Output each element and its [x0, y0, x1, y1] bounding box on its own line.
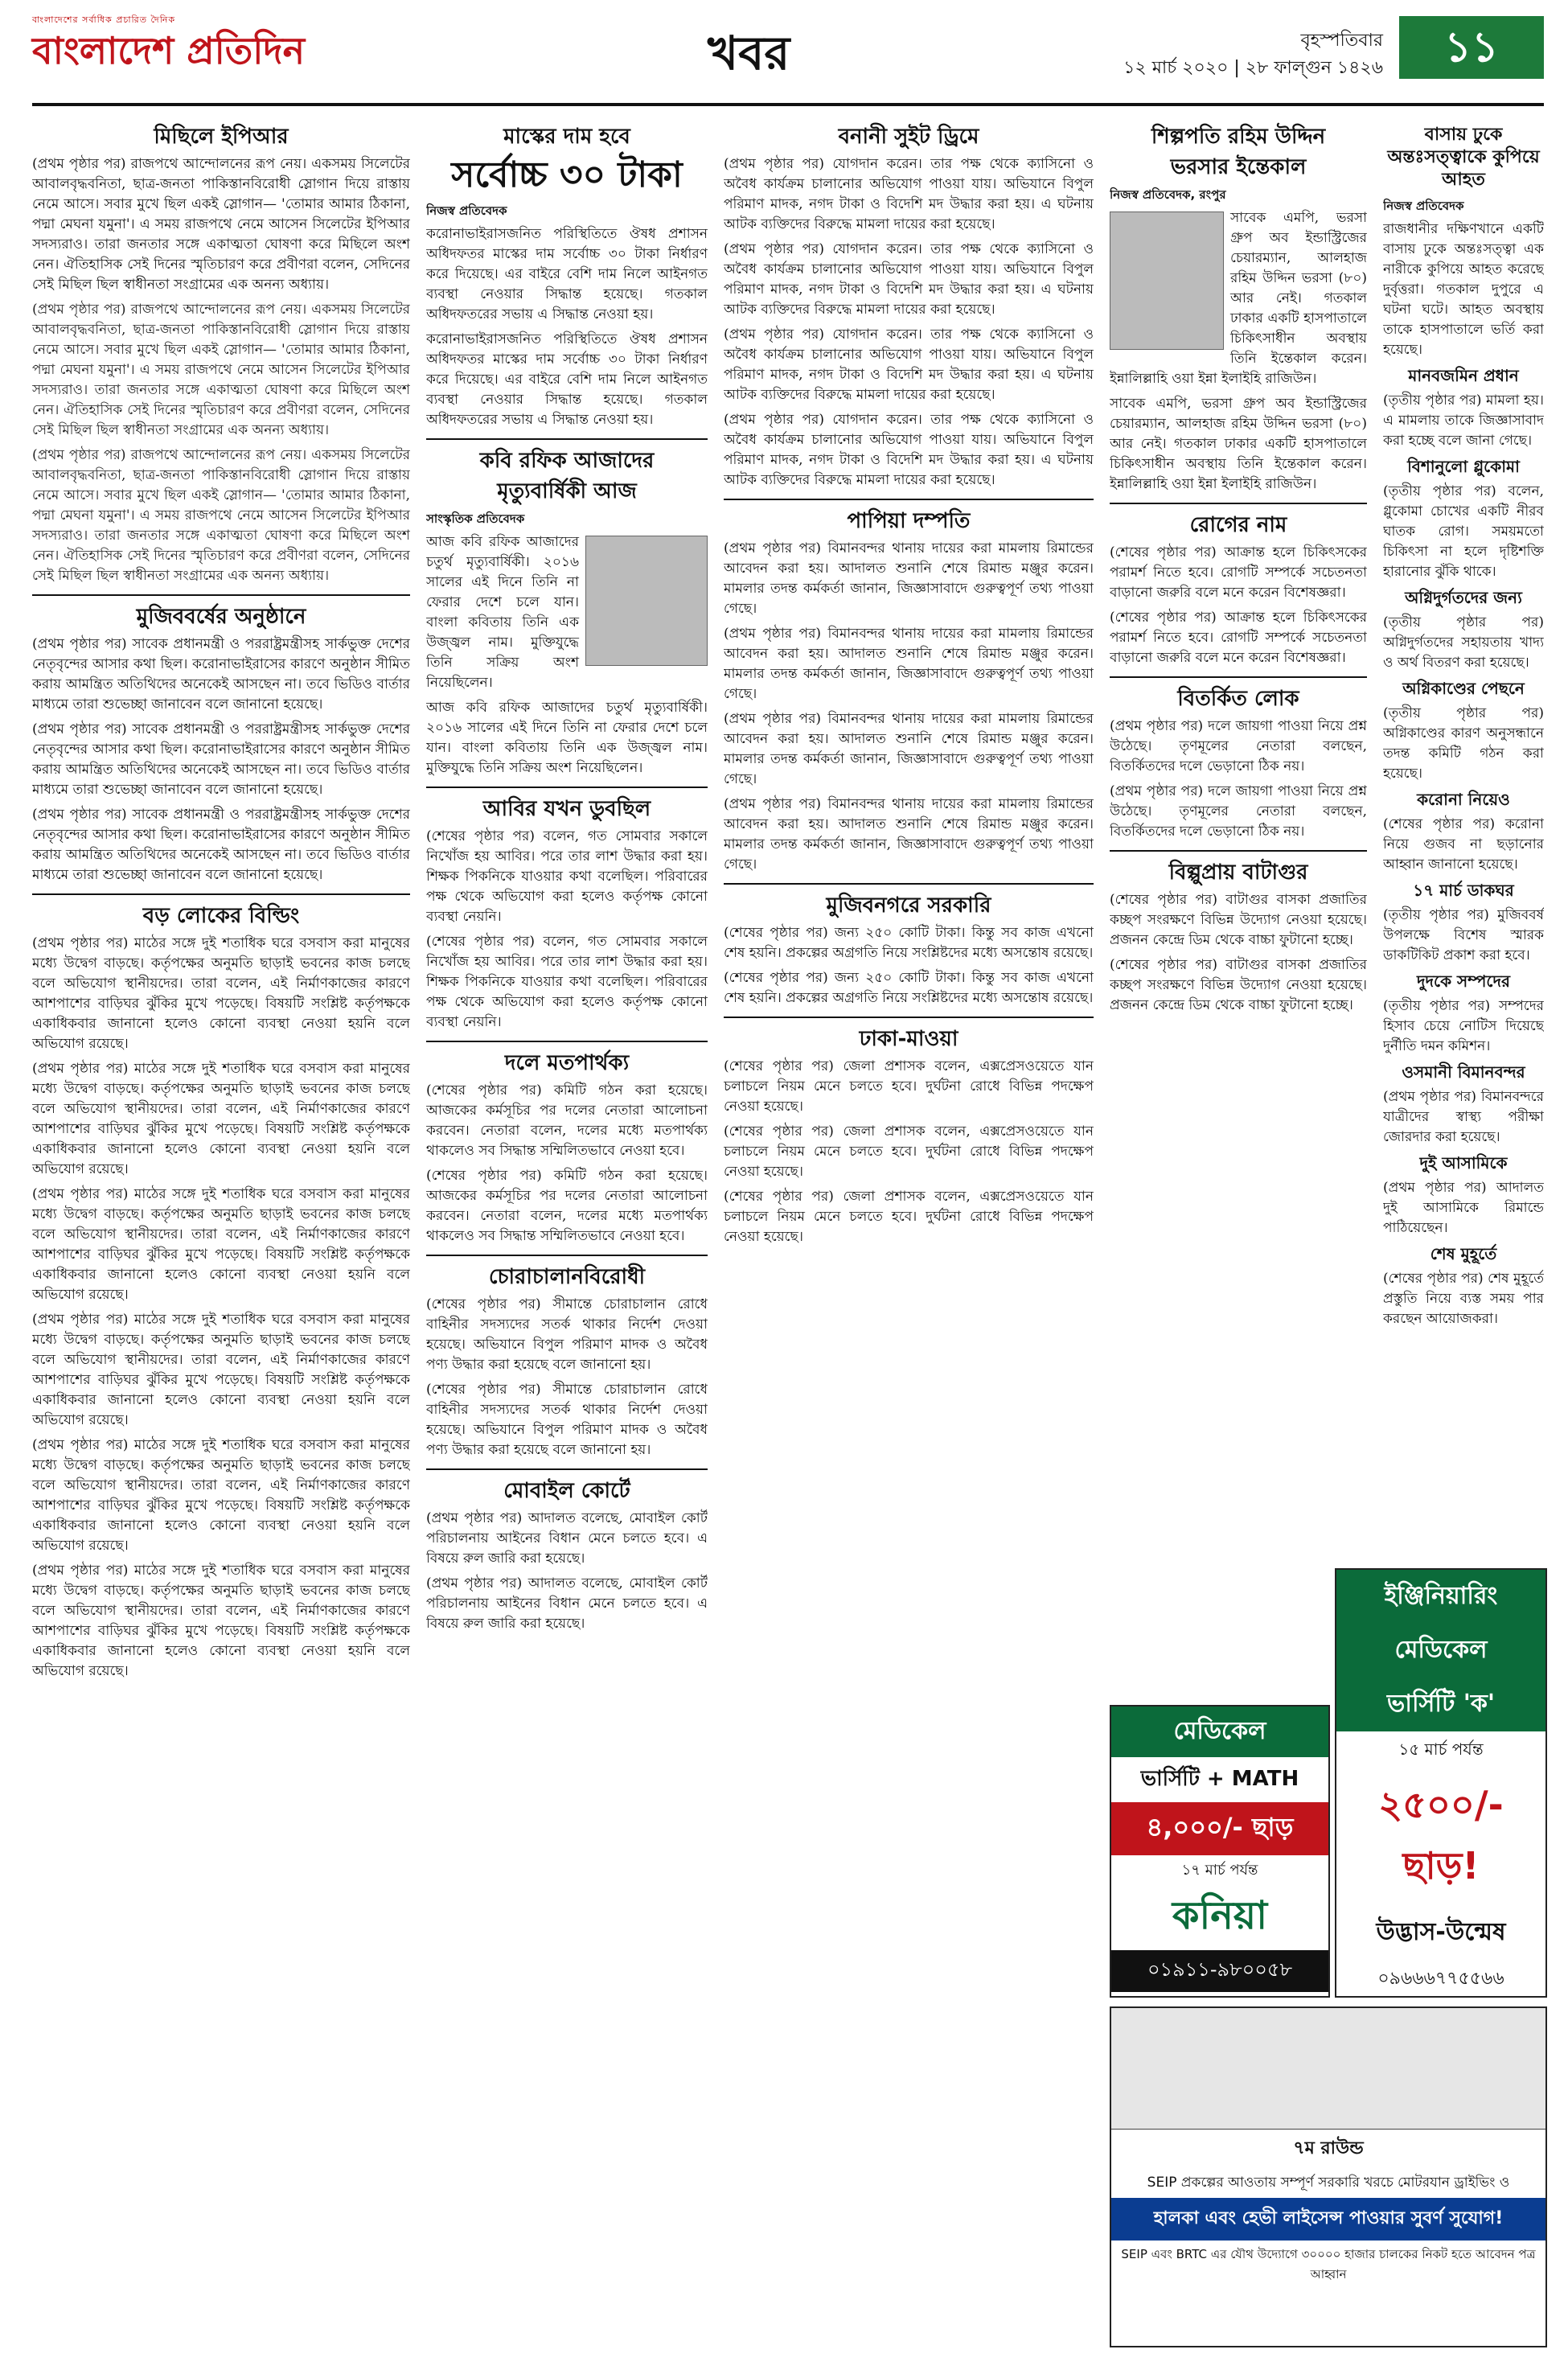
article-body: (তৃতীয় পৃষ্ঠার পর) বলেন, গ্লুকোমা চোখের একটি নীরব ঘাতক রোগ। সময়মতো চিকিৎসা না হলে দৃষ্টিশক্তি হারানোর ঝুঁকি থাকে। [1383, 483, 1544, 580]
article-body: (প্রথম পৃষ্ঠার পর) মাঠের সঙ্গে দুই শতাধিক ঘরে বসবাস করা মানুষের মধ্যে উদ্বেগ বাড়ছে। কর্তৃপক্ষের অনুমতি ছাড়াই ভবনের কাজ চলছে বলে অভিযোগ স্থানীয়দের। তারা বলেন, এই নির্মাণকাজের কারণে আশপাশের বাড়িঘর ঝুঁকির মুখে পড়েছে। বিষয়টি সংশ্লিষ্ট কর্তৃপক্ষকে একাধিকবার জানানো হলেও কোনো ব্যবস্থা নেওয়া হয়নি বলে অভিযোগ রয়েছে। [32, 1563, 410, 1679]
article-body: (প্রথম পৃষ্ঠার পর) সাবেক প্রধানমন্ত্রী ও পররাষ্ট্রমন্ত্রীসহ সার্কভুক্ত দেশের নেতৃবৃন্দের আসার কথা ছিল। করোনাভাইরাসের কারণে অনুষ্ঠান সীমিত করায় আমন্ত্রিত অতিথিদের অনেকেই আসছেন না। তবে ভিডিও বার্তার মাধ্যমে তারা শুভেচ্ছা জানাবেন বলে জানানো হয়েছে। [32, 807, 410, 883]
divider [426, 438, 708, 440]
article-body: (তৃতীয় পৃষ্ঠার পর) মামলা হয়। এ মামলায় তাকে জিজ্ঞাসাবাদ করা হচ্ছে বলে জানা গেছে। [1383, 392, 1544, 449]
article-body: (প্রথম পৃষ্ঠার পর) বিমানবন্দর থানায় দায়ের করা মামলায় রিমান্ডের আবেদন করা হয়। আদালত শুনানি শেষে রিমান্ড মঞ্জুর করেন। মামলার তদন্ত কর্মকর্তা জানান, জিজ্ঞাসাবাদে গুরুত্বপূর্ণ তথ্য পাওয়া গেছে। [724, 711, 1094, 787]
article-body: (তৃতীয় পৃষ্ঠার পর) অগ্নিকাণ্ডের কারণ অনুসন্ধানে তদন্ত কমিটি গঠন করা হয়েছে। [1383, 705, 1544, 782]
divider [724, 1017, 1094, 1018]
headline: দুদকে সম্পদের [1417, 971, 1510, 991]
ad1-line3: ৪,০০০/- ছাড় [1111, 1802, 1328, 1855]
article-body: (শেষের পৃষ্ঠার পর) বলেন, গত সোমবার সকালে নিখোঁজ হয় আবির। পরে তার লাশ উদ্ধার করা হয়। শিক্ষক পিকনিকে যাওয়ার কথা বলেছিল। পরিবারের পক্ষ থেকে অভিযোগ করা হলেও কর্তৃপক্ষ কোনো ব্যবস্থা নেয়নি। [426, 934, 708, 1030]
article-body: (তৃতীয় পৃষ্ঠার পর) অগ্নিদুর্গতদের সহায়তায় খাদ্য ও অর্থ বিতরণ করা হয়েছে। [1383, 614, 1544, 671]
column-2 [426, 121, 708, 2356]
article-body: (প্রথম পৃষ্ঠার পর) আদালত বলেছে, মোবাইল কোর্ট পরিচালনায় আইনের বিধান মেনে চলতে হবে। এ বিষয়ে রুল জারি করা হয়েছে। [426, 1510, 708, 1567]
article-body: (প্রথম পৃষ্ঠার পর) যোগদান করেন। তার পক্ষ থেকে ক্যাসিনো ও অবৈধ কার্যক্রম চালানোর অভিযোগ পাওয়া যায়। অভিযানে বিপুল পরিমাণ মাদক, নগদ টাকা ও বিদেশি মদ উদ্ধার করা হয়। এ ঘটনায় আটক ব্যক্তিদের বিরুদ্ধে মামলা দায়ের করা হয়েছে। [724, 327, 1094, 403]
seip-round: ৭ম রাউন্ড [1293, 2138, 1364, 2158]
article-body: (শেষের পৃষ্ঠার পর) জন্য ২৫০ কোটি টাকা। কিন্তু সব কাজ এখনো শেষ হয়নি। প্রকল্পের অগ্রগতি নিয়ে সংশ্লিষ্টদের মধ্যে অসন্তোষ রয়েছে। [724, 970, 1094, 1006]
article-body: (প্রথম পৃষ্ঠার পর) দলে জায়গা পাওয়া নিয়ে প্রশ্ন উঠেছে। তৃণমূলের নেতারা বলছেন, বিতর্কিতদের দলে ভেড়ানো ঠিক নয়। [1110, 718, 1367, 774]
headline: শিল্পপতি রহিম উদ্দিন [1151, 125, 1326, 149]
seip-line4: SEIP এবং BRTC এর যৌথ উদ্যোগে ৩০০০০ হাজার চালকের নিকট হতে আবেদন পত্র আহ্বান [1121, 2247, 1536, 2282]
seip-ad [1110, 2006, 1547, 2347]
headline: বনানী সুইট ড্রিমে [838, 125, 979, 149]
article-body: (প্রথম পৃষ্ঠার পর) সাবেক প্রধানমন্ত্রী ও পররাষ্ট্রমন্ত্রীসহ সার্কভুক্ত দেশের নেতৃবৃন্দের আসার কথা ছিল। করোনাভাইরাসের কারণে অনুষ্ঠান সীমিত করায় আমন্ত্রিত অতিথিদের অনেকেই আসছেন না। তবে ভিডিও বার্তার মাধ্যমে তারা শুভেচ্ছা জানাবেন বলে জানানো হয়েছে। [32, 636, 410, 713]
divider [426, 1468, 708, 1470]
headline: রোগের নাম [1189, 513, 1287, 537]
article-body: (প্রথম পৃষ্ঠার পর) যোগদান করেন। তার পক্ষ থেকে ক্যাসিনো ও অবৈধ কার্যক্রম চালানোর অভিযোগ পাওয়া যায়। অভিযানে বিপুল পরিমাণ মাদক, নগদ টাকা ও বিদেশি মদ উদ্ধার করা হয়। এ ঘটনায় আটক ব্যক্তিদের বিরুদ্ধে মামলা দায়ের করা হয়েছে। [724, 241, 1094, 318]
date-block [1118, 27, 1383, 82]
article-body: সাবেক এমপি, ভরসা গ্রুপ অব ইন্ডাস্ট্রিজের চেয়ারম্যান, আলহাজ রহিম উদ্দিন ভরসা (৮০) আর নেই। গতকাল ঢাকার একটি হাসপাতালে চিকিৎসাধীন অবস্থায় তিনি ইন্তেকাল করেন। ইন্নালিল্লাহি ওয়া ইন্না ইলাইহি রাজিউন। [1110, 396, 1367, 492]
article-body: (প্রথম পৃষ্ঠার পর) রাজপথে আন্দোলনের রূপ নেয়। একসময় সিলেটের আবালবৃদ্ধবনিতা, ছাত্র-জনতা পাকিস্তানবিরোধী স্লোগান দিয়ে রাস্তায় নেমে আসে। সবার মুখে ছিল একই স্লোগান— 'তোমার আমার ঠিকানা, পদ্মা মেঘনা যমুনা'। এ সময় রাজপথে নেমে আসেন সিলেটের ইপিআর সদস্যরাও। তারা জনতার সঙ্গে একাত্মতা ঘোষণা করে মিছিলে অংশ নেন। ঐতিহাসিক সেই দিনের স্মৃতিচারণ করে প্রবীণরা বলেন, সেদিনের সেই মিছিল ছিল স্বাধীনতা সংগ্রামের এক অনন্য অধ্যায়। [32, 302, 410, 438]
article-body: (শেষের পৃষ্ঠার পর) বাটাগুর বাসকা প্রজাতির কচ্ছপ সংরক্ষণে বিভিন্ন উদ্যোগ নেওয়া হয়েছে। প্রজনন কেন্দ্রে ডিম থেকে বাচ্চা ফুটানো হচ্ছে। [1110, 892, 1367, 948]
ad1-line4: ১৭ মার্চ পর্যন্ত [1181, 1862, 1258, 1879]
article-body: (প্রথম পৃষ্ঠার পর) মাঠের সঙ্গে দুই শতাধিক ঘরে বসবাস করা মানুষের মধ্যে উদ্বেগ বাড়ছে। কর্তৃপক্ষের অনুমতি ছাড়াই ভবনের কাজ চলছে বলে অভিযোগ স্থানীয়দের। তারা বলেন, এই নির্মাণকাজের কারণে আশপাশের বাড়িঘর ঝুঁকির মুখে পড়েছে। বিষয়টি সংশ্লিষ্ট কর্তৃপক্ষকে একাধিকবার জানানো হলেও কোনো ব্যবস্থা নেওয়া হয়নি বলে অভিযোগ রয়েছে। [32, 1312, 410, 1428]
headline: মোবাইল কোর্টে [503, 1479, 630, 1503]
article-body: (প্রথম পৃষ্ঠার পর) যোগদান করেন। তার পক্ষ থেকে ক্যাসিনো ও অবৈধ কার্যক্রম চালানোর অভিযোগ পাওয়া যায়। অভিযানে বিপুল পরিমাণ মাদক, নগদ টাকা ও বিদেশি মদ উদ্ধার করা হয়। এ ঘটনায় আটক ব্যক্তিদের বিরুদ্ধে মামলা দায়ের করা হয়েছে। [724, 156, 1094, 232]
headline: করোনা নিয়েও [1417, 790, 1510, 809]
article-body: (প্রথম পৃষ্ঠার পর) দলে জায়গা পাওয়া নিয়ে প্রশ্ন উঠেছে। তৃণমূলের নেতারা বলছেন, বিতর্কিতদের দলে ভেড়ানো ঠিক নয়। [1110, 783, 1367, 840]
headline: মুজিববর্ষের অনুষ্ঠানে [136, 605, 306, 629]
article-body: (প্রথম পৃষ্ঠার পর) বিমানবন্দর থানায় দায়ের করা মামলায় রিমান্ডের আবেদন করা হয়। আদালত শুনানি শেষে রিমান্ড মঞ্জুর করেন। মামলার তদন্ত কর্মকর্তা জানান, জিজ্ঞাসাবাদে গুরুত্বপূর্ণ তথ্য পাওয়া গেছে। [724, 796, 1094, 873]
divider [32, 594, 410, 596]
headline: মিছিলে ইপিআর [154, 125, 289, 149]
headline: বিশানুলো গ্লুকোমা [1407, 457, 1520, 476]
headline: ওসমানী বিমানবন্দর [1402, 1062, 1525, 1082]
article-body: (প্রথম পৃষ্ঠার পর) যোগদান করেন। তার পক্ষ থেকে ক্যাসিনো ও অবৈধ কার্যক্রম চালানোর অভিযোগ পাওয়া যায়। অভিযানে বিপুল পরিমাণ মাদক, নগদ টাকা ও বিদেশি মদ উদ্ধার করা হয়। এ ঘটনায় আটক ব্যক্তিদের বিরুদ্ধে মামলা দায়ের করা হয়েছে। [724, 412, 1094, 488]
article-body: (প্রথম পৃষ্ঠার পর) আদালত বলেছে, মোবাইল কোর্ট পরিচালনায় আইনের বিধান মেনে চলতে হবে। এ বিষয়ে রুল জারি করা হয়েছে। [426, 1575, 708, 1632]
article-body: (তৃতীয় পৃষ্ঠার পর) সম্পদের হিসাব চেয়ে নোটিস দিয়েছে দুর্নীতি দমন কমিশন। [1383, 998, 1544, 1054]
article-body: (প্রথম পৃষ্ঠার পর) মাঠের সঙ্গে দুই শতাধিক ঘরে বসবাস করা মানুষের মধ্যে উদ্বেগ বাড়ছে। কর্তৃপক্ষের অনুমতি ছাড়াই ভবনের কাজ চলছে বলে অভিযোগ স্থানীয়দের। তারা বলেন, এই নির্মাণকাজের কারণে আশপাশের বাড়িঘর ঝুঁকির মুখে পড়েছে। বিষয়টি সংশ্লিষ্ট কর্তৃপক্ষকে একাধিকবার জানানো হলেও কোনো ব্যবস্থা নেওয়া হয়নি বলে অভিযোগ রয়েছে। [32, 1437, 410, 1554]
article-body: (প্রথম পৃষ্ঠার পর) সাবেক প্রধানমন্ত্রী ও পররাষ্ট্রমন্ত্রীসহ সার্কভুক্ত দেশের নেতৃবৃন্দের আসার কথা ছিল। করোনাভাইরাসের কারণে অনুষ্ঠান সীমিত করায় আমন্ত্রিত অতিথিদের অনেকেই আসছেন না। তবে ভিডিও বার্তার মাধ্যমে তারা শুভেচ্ছা জানাবেন বলে জানানো হয়েছে। [32, 721, 410, 798]
article-body: (শেষের পৃষ্ঠার পর) সীমান্তে চোরাচালান রোধে বাহিনীর সদস্যদের সতর্ক থাকার নির্দেশ দেওয়া হয়েছে। অভিযানে বিপুল পরিমাণ মাদক ও অবৈধ পণ্য উদ্ধার করা হয়েছে বলে জানানো হয়। [426, 1382, 708, 1458]
headline: বড় লোকের বিল্ডিং [142, 904, 300, 928]
divider [426, 1041, 708, 1042]
weekday: বৃহস্পতিবার [1300, 31, 1383, 51]
ad2-line1: ইঞ্জিনিয়ারিং [1336, 1570, 1545, 1624]
masthead-logo [32, 13, 370, 101]
article-body: (প্রথম পৃষ্ঠার পর) মাঠের সঙ্গে দুই শতাধিক ঘরে বসবাস করা মানুষের মধ্যে উদ্বেগ বাড়ছে। কর্তৃপক্ষের অনুমতি ছাড়াই ভবনের কাজ চলছে বলে অভিযোগ স্থানীয়দের। তারা বলেন, এই নির্মাণকাজের কারণে আশপাশের বাড়িঘর ঝুঁকির মুখে পড়েছে। বিষয়টি সংশ্লিষ্ট কর্তৃপক্ষকে একাধিকবার জানানো হলেও কোনো ব্যবস্থা নেওয়া হয়নি বলে অভিযোগ রয়েছে। [32, 1061, 410, 1177]
divider [1110, 503, 1367, 504]
article-body: (প্রথম পৃষ্ঠার পর) রাজপথে আন্দোলনের রূপ নেয়। একসময় সিলেটের আবালবৃদ্ধবনিতা, ছাত্র-জনতা পাকিস্তানবিরোধী স্লোগান দিয়ে রাস্তায় নেমে আসে। সবার মুখে ছিল একই স্লোগান— 'তোমার আমার ঠিকানা, পদ্মা মেঘনা যমুনা'। এ সময় রাজপথে নেমে আসেন সিলেটের ইপিআর সদস্যরাও। তারা জনতার সঙ্গে একাত্মতা ঘোষণা করে মিছিলে অংশ নেন। ঐতিহাসিক সেই দিনের স্মৃতিচারণ করে প্রবীণরা বলেন, সেদিনের সেই মিছিল ছিল স্বাধীনতা সংগ্রামের এক অনন্য অধ্যায়। [32, 156, 410, 293]
ad2-line2: মেডিকেল [1336, 1624, 1545, 1678]
article-body: (শেষের পৃষ্ঠার পর) করোনা নিয়ে গুজব না ছড়ানোর আহ্বান জানানো হয়েছে। [1383, 816, 1544, 873]
byline: নিজস্ব প্রতিবেদক, রংপুর [1110, 187, 1226, 202]
headline: বাসায় ঢুকে অন্তঃসত্ত্বাকে কুপিয়ে আহত [1387, 125, 1540, 190]
article-body: (শেষের পৃষ্ঠার পর) বলেন, গত সোমবার সকালে নিখোঁজ হয় আবির। পরে তার লাশ উদ্ধার করা হয়। শিক্ষক পিকনিকে যাওয়ার কথা বলেছিল। পরিবারের পক্ষ থেকে অভিযোগ করা হলেও কর্তৃপক্ষ কোনো ব্যবস্থা নেয়নি। [426, 828, 708, 925]
ad1-brand: কনিয়া [1172, 1893, 1268, 1938]
article-body: (শেষের পৃষ্ঠার পর) জন্য ২৫০ কোটি টাকা। কিন্তু সব কাজ এখনো শেষ হয়নি। প্রকল্পের অগ্রগতি নিয়ে সংশ্লিষ্টদের মধ্যে অসন্তোষ রয়েছে। [724, 925, 1094, 961]
article-body: (প্রথম পৃষ্ঠার পর) বিমানবন্দরে যাত্রীদের স্বাস্থ্য পরীক্ষা জোরদার করা হয়েছে। [1383, 1089, 1544, 1145]
headline: মাস্কের দাম হবে [503, 125, 630, 149]
headline: সর্বোচ্চ ৩০ টাকা [451, 154, 683, 195]
bus-image [1111, 2008, 1545, 2130]
headline: চোরাচালানবিরোধী [488, 1265, 646, 1289]
divider [32, 893, 410, 895]
column-3 [724, 121, 1094, 2356]
article-body: (তৃতীয় পৃষ্ঠার পর) মুজিববর্ষ উপলক্ষে বিশেষ স্মারক ডাকটিকিট প্রকাশ করা হবে। [1383, 907, 1544, 963]
divider [724, 499, 1094, 500]
headline: দলে মতপার্থক্য [504, 1051, 630, 1075]
divider [426, 787, 708, 788]
article-body: (শেষের পৃষ্ঠার পর) জেলা প্রশাসক বলেন, এক্সপ্রেসওয়েতে যান চলাচলে নিয়ম মেনে চলতে হবে। দুর্ঘটনা রোধে বিভিন্ন পদক্ষেপ নেওয়া হয়েছে। [724, 1189, 1094, 1245]
header-rule [32, 103, 1544, 106]
ad1-phone: ০১৯১১-৯৮০০৫৮ [1111, 1950, 1328, 1992]
headline: কবি রফিক আজাদের [479, 449, 655, 473]
article-body: (প্রথম পৃষ্ঠার পর) রাজপথে আন্দোলনের রূপ নেয়। একসময় সিলেটের আবালবৃদ্ধবনিতা, ছাত্র-জনতা পাকিস্তানবিরোধী স্লোগান দিয়ে রাস্তায় নেমে আসে। সবার মুখে ছিল একই স্লোগান— 'তোমার আমার ঠিকানা, পদ্মা মেঘনা যমুনা'। এ সময় রাজপথে নেমে আসেন সিলেটের ইপিআর সদস্যরাও। তারা জনতার সঙ্গে একাত্মতা ঘোষণা করে মিছিলে অংশ নেন। ঐতিহাসিক সেই দিনের স্মৃতিচারণ করে প্রবীণরা বলেন, সেদিনের সেই মিছিল ছিল স্বাধীনতা সংগ্রামের এক অনন্য অধ্যায়। [32, 447, 410, 584]
article-body: (শেষের পৃষ্ঠার পর) শেষ মুহূর্তে প্রস্তুতি নিয়ে ব্যস্ত সময় পার করছেন আয়োজকরা। [1383, 1271, 1544, 1327]
divider [1110, 676, 1367, 678]
headline: বিল্পুপ্রায় বাটাগুর [1168, 860, 1308, 885]
column-5 [1383, 121, 1544, 1689]
ad2-line5: ২৫০০/- ছাড়! [1378, 1783, 1504, 1887]
article-body: (প্রথম পৃষ্ঠার পর) আদালত দুই আসামিকে রিমান্ডে পাঠিয়েছেন। [1383, 1180, 1544, 1236]
coaching-ad-1 [1110, 1705, 1330, 1998]
ad1-line1: মেডিকেল [1111, 1707, 1328, 1757]
article-body: (শেষের পৃষ্ঠার পর) জেলা প্রশাসক বলেন, এক্সপ্রেসওয়েতে যান চলাচলে নিয়ম মেনে চলতে হবে। দুর্ঘটনা রোধে বিভিন্ন পদক্ষেপ নেওয়া হয়েছে। [724, 1058, 1094, 1115]
article-body: আজ কবি রফিক আজাদের চতুর্থ মৃত্যুবার্ষিকী। ২০১৬ সালের এই দিনে তিনি না ফেরার দেশে চলে যান। বাংলা কবিতায় তিনি এক উজ্জ্বল নাম। মুক্তিযুদ্ধে তিনি সক্রিয় অংশ নিয়েছিলেন। [426, 534, 579, 691]
headline: আবির যখন ডুবছিল [482, 797, 651, 821]
headline: পাপিয়া দম্পতি [847, 509, 971, 533]
poet-photo [585, 536, 708, 666]
ad2-line3: ভার্সিটি 'ক' [1336, 1678, 1545, 1731]
headline: মুজিবনগরে সরকারি [826, 893, 991, 918]
headline: মৃত্যুবার্ষিকী আজ [497, 479, 637, 503]
article-body: করোনাভাইরাসজনিত পরিস্থিতিতে ঔষধ প্রশাসন অধিদফতর মাস্কের দাম সর্বোচ্চ ৩০ টাকা নির্ধারণ করে দিয়েছে। এর বাইরে বেশি দাম নিলে আইনগত ব্যবস্থা নেওয়ার সিদ্ধান্ত হয়েছে। গতকাল অধিদফতরের সভায় এ সিদ্ধান্ত নেওয়া হয়। [426, 331, 708, 428]
headline: বিতর্কিত লোক [1177, 687, 1299, 711]
headline: দুই আসামিকে [1419, 1153, 1508, 1173]
article-body: (শেষের পৃষ্ঠার পর) জেলা প্রশাসক বলেন, এক্সপ্রেসওয়েতে যান চলাচলে নিয়ম মেনে চলতে হবে। দুর্ঘটনা রোধে বিভিন্ন পদক্ষেপ নেওয়া হয়েছে। [724, 1123, 1094, 1180]
article-body: (প্রথম পৃষ্ঠার পর) বিমানবন্দর থানায় দায়ের করা মামলায় রিমান্ডের আবেদন করা হয়। আদালত শুনানি শেষে রিমান্ড মঞ্জুর করেন। মামলার তদন্ত কর্মকর্তা জানান, জিজ্ঞাসাবাদে গুরুত্বপূর্ণ তথ্য পাওয়া গেছে। [724, 626, 1094, 702]
ad2-line4: ১৫ মার্চ পর্যন্ত [1398, 1739, 1484, 1759]
headline: ঢাকা-মাওয়া [859, 1027, 958, 1051]
obituary-photo [1110, 212, 1224, 350]
article-body: (শেষের পৃষ্ঠার পর) কমিটি গঠন করা হয়েছে। আজকের কর্মসূচির পর দলের নেতারা আলোচনা করবেন। নেতারা বলেন, দলের মধ্যে মতপার্থক্য থাকলেও সব সিদ্ধান্ত সম্মিলিতভাবে নেওয়া হবে। [426, 1082, 708, 1159]
divider [426, 1255, 708, 1256]
ad2-brand: উদ্ভাস-উন্মেষ [1376, 1918, 1506, 1946]
coaching-ad-2 [1335, 1568, 1547, 1998]
article-body: সাবেক এমপি, ভরসা গ্রুপ অব ইন্ডাস্ট্রিজের চেয়ারম্যান, আলহাজ রহিম উদ্দিন ভরসা (৮০) আর নেই। গতকাল ঢাকার একটি হাসপাতালে চিকিৎসাধীন অবস্থায় তিনি ইন্তেকাল করেন। ইন্নালিল্লাহি ওয়া ইন্না ইলাইহি রাজিউন। [1110, 210, 1367, 387]
article-body: (প্রথম পৃষ্ঠার পর) বিমানবন্দর থানায় দায়ের করা মামলায় রিমান্ডের আবেদন করা হয়। আদালত শুনানি শেষে রিমান্ড মঞ্জুর করেন। মামলার তদন্ত কর্মকর্তা জানান, জিজ্ঞাসাবাদে গুরুত্বপূর্ণ তথ্য পাওয়া গেছে। [724, 540, 1094, 617]
logo-tagline: বাংলাদেশের সর্বাধিক প্রচারিত দৈনিক [32, 14, 176, 25]
ad2-phone: ০৯৬৬৬৭৭৫৫৬৬ [1377, 1969, 1504, 1989]
headline: অগ্নিদুর্গতদের জন্য [1405, 588, 1522, 607]
column-1 [32, 121, 410, 2356]
headline: ১৭ মার্চ ডাকঘর [1413, 881, 1514, 900]
article-body: করোনাভাইরাসজনিত পরিস্থিতিতে ঔষধ প্রশাসন অধিদফতর মাস্কের দাম সর্বোচ্চ ৩০ টাকা নির্ধারণ করে দিয়েছে। এর বাইরে বেশি দাম নিলে আইনগত ব্যবস্থা নেওয়ার সিদ্ধান্ত হয়েছে। গতকাল অধিদফতরের সভায় এ সিদ্ধান্ত নেওয়া হয়। [426, 226, 708, 322]
article-body: (শেষের পৃষ্ঠার পর) সীমান্তে চোরাচালান রোধে বাহিনীর সদস্যদের সতর্ক থাকার নির্দেশ দেওয়া হয়েছে। অভিযানে বিপুল পরিমাণ মাদক ও অবৈধ পণ্য উদ্ধার করা হয়েছে বলে জানানো হয়। [426, 1296, 708, 1373]
seip-line2: SEIP প্রকল্পের আওতায় সম্পূর্ণ সরকারি খরচে মোটরযান ড্রাইভিং ও [1147, 2175, 1510, 2191]
divider [1110, 850, 1367, 852]
byline: নিজস্ব প্রতিবেদক [426, 203, 507, 218]
divider [724, 883, 1094, 885]
article-body: (শেষের পৃষ্ঠার পর) আক্রান্ত হলে চিকিৎসকের পরামর্শ নিতে হবে। রোগটি সম্পর্কে সচেতনতা বাড়ানো জরুরি বলে মনে করেন বিশেষজ্ঞরা। [1110, 610, 1367, 666]
headline: শেষ মুহূর্তে [1430, 1244, 1497, 1263]
article-body: (শেষের পৃষ্ঠার পর) কমিটি গঠন করা হয়েছে। আজকের কর্মসূচির পর দলের নেতারা আলোচনা করবেন। নেতারা বলেন, দলের মধ্যে মতপার্থক্য থাকলেও সব সিদ্ধান্ত সম্মিলিতভাবে নেওয়া হবে। [426, 1168, 708, 1244]
headline: অগ্নিকাণ্ডের পেছনে [1402, 679, 1525, 698]
byline: সাংস্কৃতিক প্রতিবেদক [426, 511, 525, 526]
ad1-line2: ভার্সিটি + MATH [1140, 1767, 1299, 1791]
article-body: আজ কবি রফিক আজাদের চতুর্থ মৃত্যুবার্ষিকী। ২০১৬ সালের এই দিনে তিনি না ফেরার দেশে চলে যান। বাংলা কবিতায় তিনি এক উজ্জ্বল নাম। মুক্তিযুদ্ধে তিনি সক্রিয় অংশ নিয়েছিলেন। [426, 700, 708, 776]
article-body: (শেষের পৃষ্ঠার পর) আক্রান্ত হলে চিকিৎসকের পরামর্শ নিতে হবে। রোগটি সম্পর্কে সচেতনতা বাড়ানো জরুরি বলে মনে করেন বিশেষজ্ঞরা। [1110, 544, 1367, 601]
article-body: (প্রথম পৃষ্ঠার পর) মাঠের সঙ্গে দুই শতাধিক ঘরে বসবাস করা মানুষের মধ্যে উদ্বেগ বাড়ছে। কর্তৃপক্ষের অনুমতি ছাড়াই ভবনের কাজ চলছে বলে অভিযোগ স্থানীয়দের। তারা বলেন, এই নির্মাণকাজের কারণে আশপাশের বাড়িঘর ঝুঁকির মুখে পড়েছে। বিষয়টি সংশ্লিষ্ট কর্তৃপক্ষকে একাধিকবার জানানো হলেও কোনো ব্যবস্থা নেওয়া হয়নি বলে অভিযোগ রয়েছে। [32, 935, 410, 1052]
article-body: রাজধানীর দক্ষিণখানে একটি বাসায় ঢুকে অন্তঃসত্ত্বা এক নারীকে কুপিয়ে আহত করেছে দুর্বৃত্তরা। গতকাল দুপুরে এ ঘটনা ঘটে। আহত অবস্থায় তাকে হাসপাতালে ভর্তি করা হয়েছে। [1383, 221, 1544, 358]
seip-line3: হালকা এবং হেভী লাইসেন্স পাওয়ার সুবর্ণ সুযোগ! [1111, 2198, 1545, 2241]
page-number: ১১ [1399, 16, 1544, 79]
date: ১২ মার্চ ২০২০ | ২৮ ফাল্গুন ১৪২৬ [1123, 58, 1383, 78]
article-body: (শেষের পৃষ্ঠার পর) বাটাগুর বাসকা প্রজাতির কচ্ছপ সংরক্ষণে বিভিন্ন উদ্যোগ নেওয়া হয়েছে। প্রজনন কেন্দ্রে ডিম থেকে বাচ্চা ফুটানো হচ্ছে। [1110, 957, 1367, 1013]
headline: মানবজমিন প্রধান [1408, 366, 1519, 385]
article-body: (প্রথম পৃষ্ঠার পর) মাঠের সঙ্গে দুই শতাধিক ঘরে বসবাস করা মানুষের মধ্যে উদ্বেগ বাড়ছে। কর্তৃপক্ষের অনুমতি ছাড়াই ভবনের কাজ চলছে বলে অভিযোগ স্থানীয়দের। তারা বলেন, এই নির্মাণকাজের কারণে আশপাশের বাড়িঘর ঝুঁকির মুখে পড়েছে। বিষয়টি সংশ্লিষ্ট কর্তৃপক্ষকে একাধিকবার জানানো হলেও কোনো ব্যবস্থা নেওয়া হয়নি বলে অভিযোগ রয়েছে। [32, 1186, 410, 1303]
headline: ভরসার ইন্তেকাল [1170, 155, 1307, 179]
byline: নিজস্ব প্রতিবেদক [1383, 199, 1464, 213]
section-title: খবর [708, 26, 790, 80]
logo-text: বাংলাদেশ প্রতিদিন [32, 29, 306, 72]
